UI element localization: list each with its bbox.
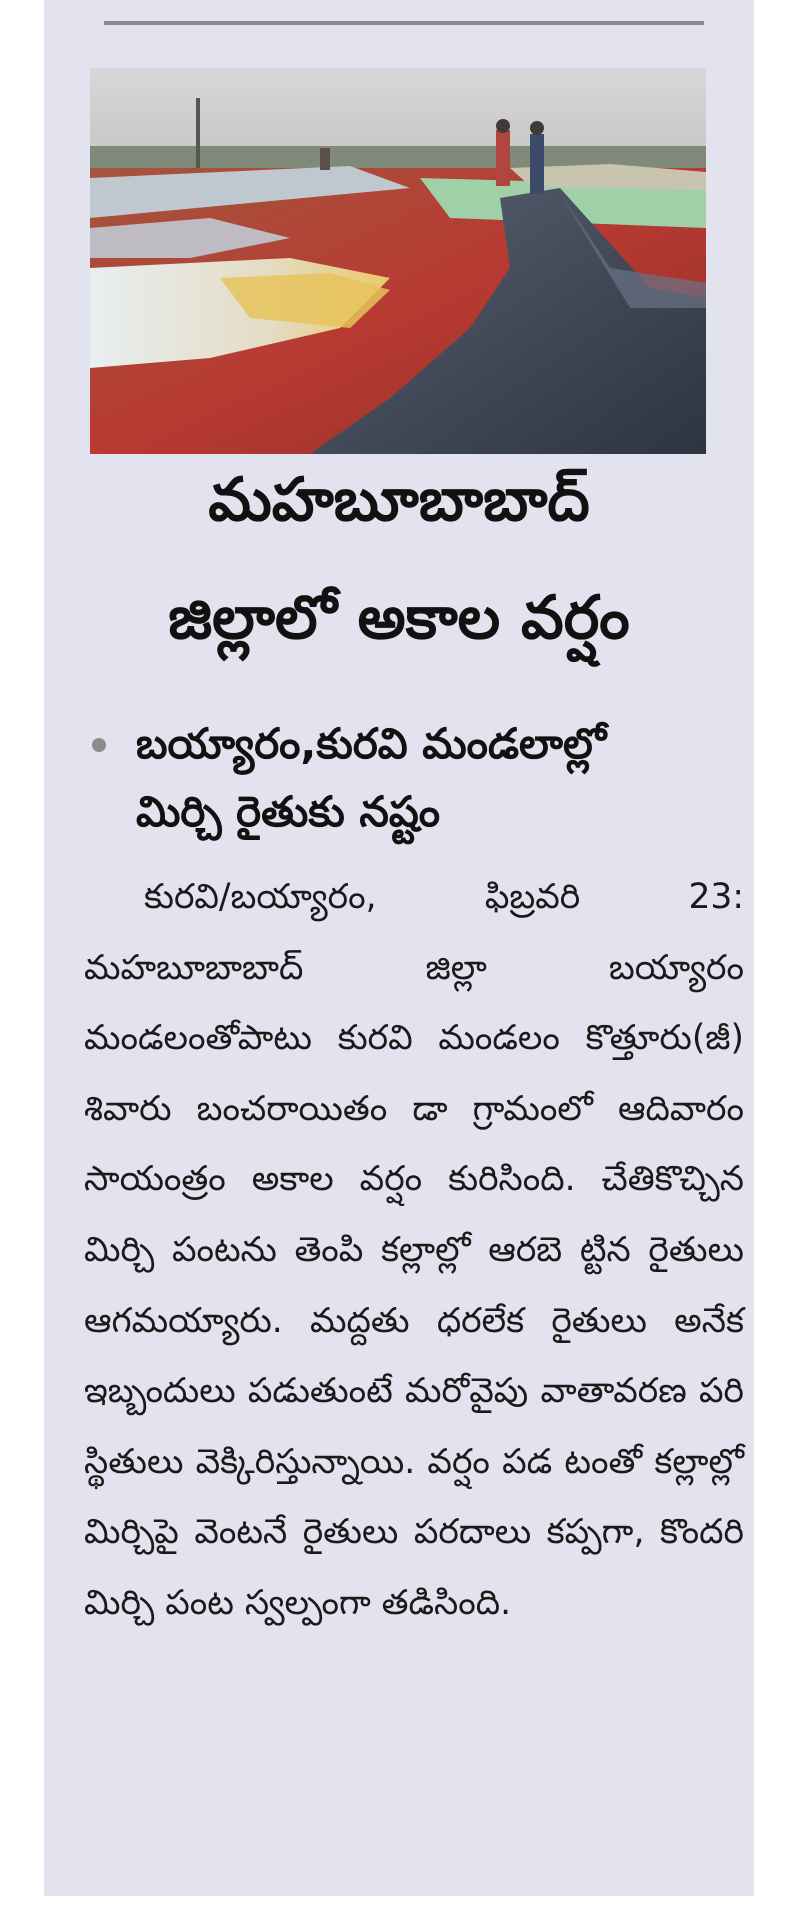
article-body: కురవి/బయ్యారం, ఫిబ్రవరి 23: మహబూబాబాద్ జిల్లా బయ్యారం మండలంతోపాటు కురవి మండలం కొత్తూరు(జీ) శివారు బంచరాయితం డా గ్రామంలో ఆదివారం సాయంత్రం అకాల వర్షం కురిసింది. చేతికొచ్చిన మిర్చి పంటను తెంపి కల్లాల్లో ఆరబె ట్టిన రైతులు ఆగమయ్యారు. మద్దతు ధరలేక రైతులు అనేక ఇబ్బందులు పడుతుంటే మరోవైపు వాతావరణ పరి స్థితులు వెక్కిరిస్తున్నాయి. వర్షం పడ టంతో కల్లాల్లో మిర్చిపై వెంటనే రైతులు పరదాలు కప్పగా, కొందరి మిర్చి పంట స్వల్పంగా తడిసింది.: [84, 877, 744, 1623]
article-column: [44, 0, 754, 1896]
bullet-dot: [92, 738, 106, 752]
subheadline-line-1: బయ్యారం,కురవి మండలాల్లో: [136, 719, 607, 768]
headline-line-1: మహబూబాబాద్: [208, 465, 590, 535]
article-photo: [90, 68, 706, 454]
subheadline-line-2: మిర్చి రైతుకు నష్టం: [136, 787, 441, 836]
headline-line-2: జిల్లాలో అకాల వర్షం: [168, 583, 630, 653]
photo-farmers-covering-chillies: [90, 68, 706, 454]
top-rule: [104, 21, 704, 25]
